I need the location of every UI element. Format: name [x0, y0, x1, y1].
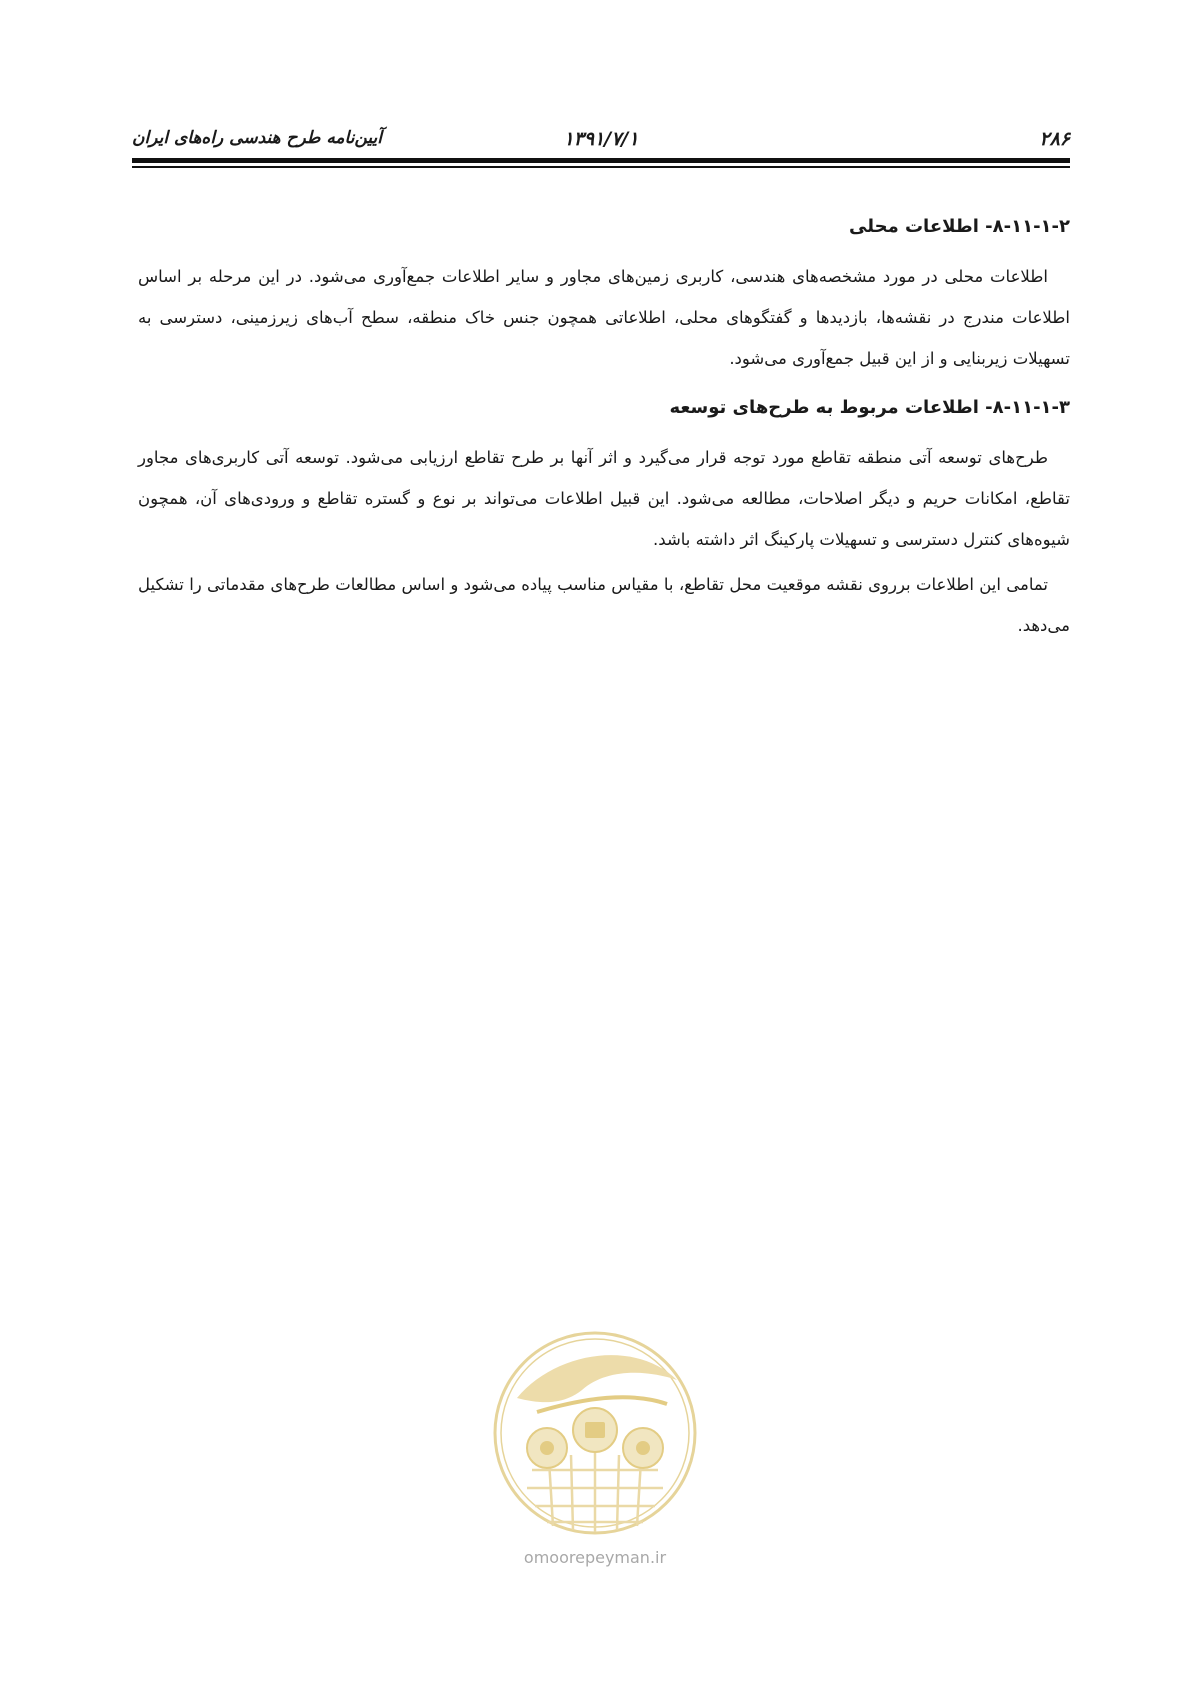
header-date: ۱۳۹۱/۷/۱ — [563, 128, 639, 150]
page-number: ۲۸۶ — [1039, 128, 1070, 150]
main-content — [138, 212, 1070, 660]
watermark-url: omoorepeyman.ir — [523, 1548, 667, 1567]
paragraph: طرح‌های توسعه آتی منطقه تقاطع مورد توجه قرار می‌گیرد و اثر آنها بر طرح تقاطع ارزیابی می‌شود. توسعه آتی کاربری‌های مجاور تقاطع، امکانات حریم و دیگر اصلاحات، مطالعه می‌شود. این قبیل اطلاعات می‌تواند بر نوع و گستره تقاطع و ورودی‌های آن، همچون شیوه‌های کنترل دسترسی و تسهیلات پارکینگ اثر داشته باشد. — [138, 448, 1070, 549]
paragraph: اطلاعات محلی در مورد مشخصه‌های هندسی، کاربری زمین‌های مجاور و سایر اطلاعات جمع‌آوری می‌شود. در این مرحله بر اساس اطلاعات مندرج در نقشه‌ها، بازدیدها و گفتگوهای محلی، اطلاعاتی همچون جنس خاک منطقه، سطح آب‌های زیرزمینی، دسترسی به تسهیلات زیربنایی و از این قبیل جمع‌آوری می‌شود. — [138, 267, 1070, 368]
running-header — [132, 118, 1070, 154]
header-rule-thick — [132, 158, 1070, 163]
section-heading: ۸-۱۱-۱-۲- اطلاعات محلی — [849, 216, 1070, 237]
paragraph: تمامی این اطلاعات برروی نقشه موقعیت محل تقاطع، با مقیاس مناسب پیاده می‌شود و اساس مطالعات طرح‌های مقدماتی را تشکیل می‌دهد. — [138, 575, 1070, 635]
section-heading: ۸-۱۱-۱-۳- اطلاعات مربوط به طرح‌های توسعه — [669, 397, 1070, 418]
section-development-plans — [138, 393, 1070, 646]
document-title: آیین‌نامه طرح هندسی راه‌های ایران — [132, 128, 382, 148]
header-rule-thin — [132, 166, 1070, 168]
omoor-peyman-seal-icon — [487, 1320, 703, 1546]
section-local-information — [138, 212, 1070, 379]
